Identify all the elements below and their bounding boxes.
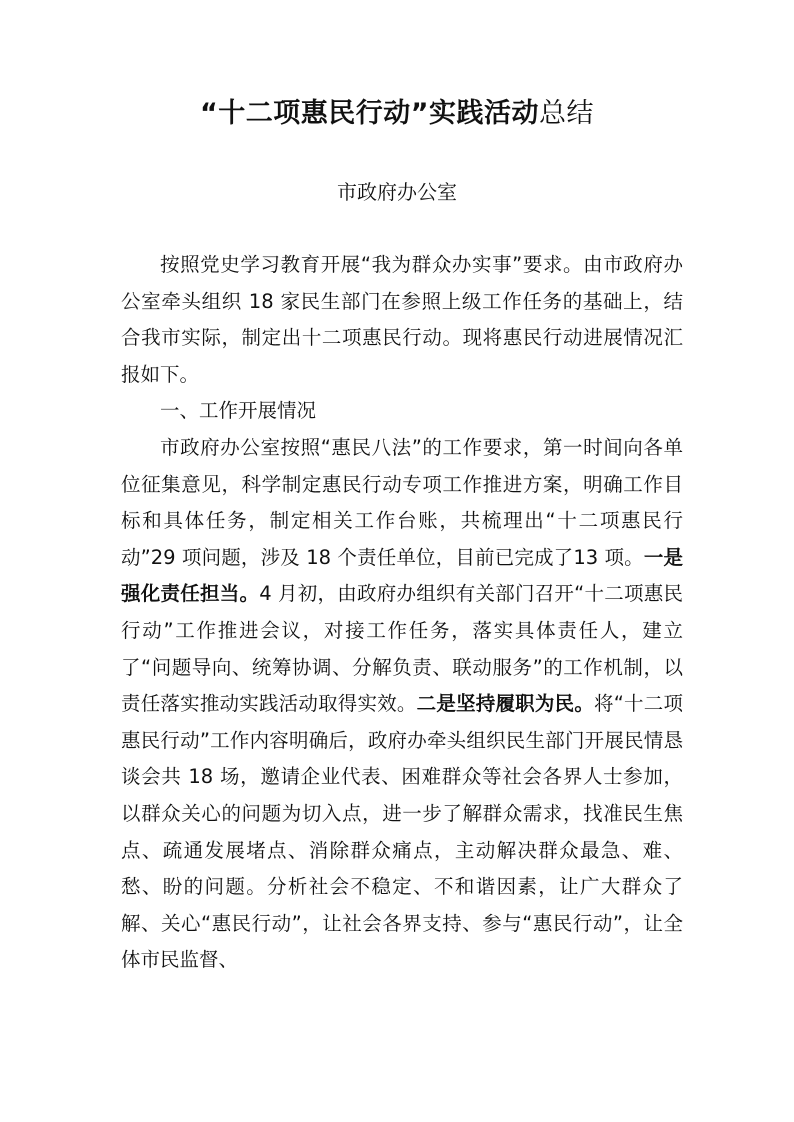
- section-heading: 一、工作开展情况: [160, 399, 317, 423]
- document-title: [0, 94, 794, 134]
- document-body: [121, 247, 683, 979]
- work-paragraph-text: 市政府办公室按照“惠民八法”的工作要求，第一时间向各单位征集意见，科学制定惠民行动专项工作推进方案，明确工作目标和具体任务，制定相关工作台账，共梳理出“十二项惠民行动”29 项问题，涉及 18 个责任单位，目前已完成了13 项。: [121, 435, 683, 569]
- point1-heading: 一是强化责任担当。: [121, 545, 683, 606]
- work-paragraph: [121, 430, 683, 979]
- title-bold-part: “十二项惠民行动”实践活动: [200, 98, 539, 129]
- intro-paragraph: 按照党史学习教育开展“我为群众办实事”要求。由市政府办公室牵头组织 18 家民生部门在参照上级工作任务的基础上，结合我市实际，制定出十二项惠民行动。现将惠民行动进展情况汇报如下。: [121, 253, 683, 386]
- point2-text: 将“十二项惠民行动”工作内容明确后，政府办牵头组织民生部门开展民情恳谈会共 18 场，邀请企业代表、困难群众等社会各界人士参加，以群众关心的问题为切入点，进一步了解群众需求，找准民生焦点、疏通发展堵点、消除群众痛点，主动解决群众最急、难、愁、盼的问题。分析社会不稳定、不和谐因素，让广大群众了解、关心“惠民行动”，让社会各界支持、参与“惠民行动”，让全体市民监督、: [121, 692, 683, 972]
- point2-heading: 二是坚持履职为民。: [416, 692, 595, 716]
- title-plain-part: 总结: [539, 98, 594, 129]
- point1-text: 4 月初，由政府办组织有关部门召开“十二项惠民行动”工作推进会议，对接工作任务，落实具体责任人，建立了“问题导向、统筹协调、分解负责、联动服务”的工作机制，以责任落实推动实践活动取得实效。: [121, 582, 683, 716]
- document-author: 市政府办公室: [337, 180, 457, 204]
